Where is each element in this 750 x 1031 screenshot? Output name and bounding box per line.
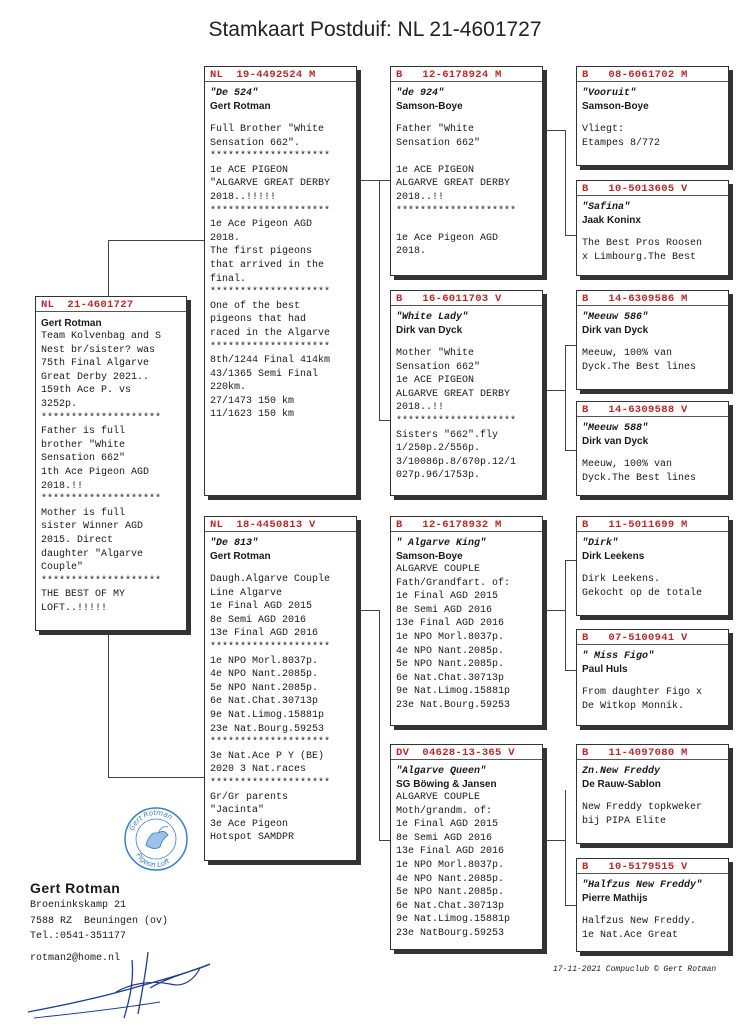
connector-line — [565, 345, 566, 450]
connector-line — [543, 840, 565, 841]
connector-line — [543, 610, 565, 611]
divider — [391, 305, 542, 306]
card-notes: From daughter Figo x De Witkop Monnik. — [582, 687, 703, 712]
pedigree-card-ggp — [576, 66, 729, 166]
card-notes: ALGARVE COUPLE Moth/grandm. of: 1e Final AGD 2015 8e Semi AGD 2016 13e Final AGD 2016 1e NPO Morl.8037p. 4e NPO Nant.2085p. 5e NPO Nant.2085p. 6e Nat.Chat.30713p 9e Nat.Limog.15881p 23e NatBourg.59253 — [396, 792, 511, 939]
owner-name: Pierre Mathijs — [582, 893, 648, 904]
connector-line — [108, 240, 109, 300]
connector-line — [108, 777, 206, 778]
connector-line — [565, 790, 566, 905]
pigeon-name: "de 924" — [396, 88, 445, 99]
divider — [391, 81, 542, 82]
ring-number: B 12-6178924 M — [396, 69, 502, 81]
divider — [391, 759, 542, 760]
card-notes: Full Brother "White Sensation 662". ******************** 1e ACE PIGEON "ALGARVE GREAT DERBY 2018..!!!!! ******************** 1e Ace Pigeon AGD 2018. The first pigeons that arrived in the final. ******************** One of the best pigeons that had raced in the Algarve ******************** 8th/1244 Final 414km 43/1365 Semi Final 220km. 27/1473 150 km 11/1623 150 km — [210, 124, 331, 421]
divider — [36, 311, 186, 312]
pedigree-card-grandmother-maternal — [390, 744, 543, 950]
divider — [205, 531, 356, 532]
pedigree-card-ggp — [576, 858, 729, 952]
pedigree-card-grandfather-maternal — [390, 516, 543, 726]
owner-name: Dirk Leekens — [582, 551, 645, 562]
pigeon-name: "Algarve Queen" — [396, 766, 487, 777]
pigeon-name: "Vooruit" — [582, 88, 637, 99]
divider — [577, 759, 728, 760]
owner-name: Dirk van Dyck — [582, 436, 649, 447]
pigeon-name: "De 813" — [210, 538, 259, 549]
pedigree-card-ggp — [576, 401, 729, 496]
owner-name: Paul Huls — [582, 664, 628, 675]
ring-number: NL 18-4450813 V — [210, 519, 316, 531]
pigeon-name: "Meeuw 586" — [582, 312, 649, 323]
card-notes: Halfzus New Freddy. 1e Nat.Ace Great — [582, 916, 697, 941]
breeder-name: Gert Rotman — [30, 880, 121, 896]
pedigree-card-ggp — [576, 744, 729, 844]
divider — [577, 305, 728, 306]
owner-name: Dirk van Dyck — [582, 325, 649, 336]
connector-line — [379, 180, 380, 420]
card-notes: ALGARVE COUPLE Fath/Grandfart. of: 1e Final AGD 2015 8e Semi AGD 2016 13e Final AGD 2016 1e NPO Morl.8037p. 4e NPO Nant.2085p. 5e NPO Nant.2085p. 6e Nat.Chat.30713p 9e Nat.Limog.15881p 23e Nat.Bourg.59253 — [396, 564, 511, 711]
ring-number: NL 19-4492524 M — [210, 69, 316, 81]
owner-name: Samson-Boye — [582, 101, 649, 112]
card-notes: New Freddy topkweker bij PIPA Elite — [582, 802, 703, 827]
pigeon-name: " Algarve King" — [396, 538, 487, 549]
ring-number: B 11-5011699 M — [582, 519, 688, 531]
owner-name: Samson-Boye — [396, 551, 463, 562]
divider — [577, 531, 728, 532]
ring-number: B 10-5179515 V — [582, 861, 688, 873]
pedigree-card-mother — [204, 516, 357, 861]
divider — [205, 81, 356, 82]
card-notes: Mother "White Sensation 662" 1e ACE PIGEON ALGARVE GREAT DERBY 2018..!! ******************** Sisters "662".fly 1/250p.2/556p. 3/10086p.8/670p.12/1 027p.96/1753p. — [396, 348, 517, 482]
breeder-email: rotman2@home.nl — [30, 953, 121, 964]
divider — [391, 531, 542, 532]
svg-text:Gert Rotman — [128, 809, 174, 832]
pigeon-name: "Meeuw 588" — [582, 423, 649, 434]
pigeon-name: Zn.New Freddy — [582, 766, 661, 777]
pedigree-card-ggp — [576, 180, 729, 276]
card-notes: Father "White Sensation 662" 1e ACE PIGEON ALGARVE GREAT DERBY 2018..!! ******************** 1e Ace Pigeon AGD 2018. — [396, 124, 517, 258]
owner-name: Gert Rotman — [210, 101, 271, 112]
connector-line — [108, 240, 206, 241]
connector-line — [565, 560, 566, 670]
connector-line — [543, 390, 565, 391]
owner-name: Gert Rotman — [210, 551, 271, 562]
divider — [577, 644, 728, 645]
pedigree-card-ggp — [576, 290, 729, 390]
owner-name: De Rauw-Sablon — [582, 779, 661, 790]
card-notes: Dirk Leekens. Gekocht op de totale — [582, 574, 703, 599]
connector-line — [357, 180, 379, 181]
stamp-top-text: Gert Rotman — [127, 808, 174, 832]
divider — [577, 195, 728, 196]
ring-number: B 07-5100941 V — [582, 632, 688, 644]
ring-number: DV 04628-13-365 V — [396, 747, 515, 759]
card-notes: Daugh.Algarve Couple Line Algarve 1e Final AGD 2015 8e Semi AGD 2016 13e Final AGD 2016 ******************** 1e NPO Morl.8037p. 4e NPO Nant.2085p. 5e NPO Nant.2085p. 6e Nat.Chat.30713p 9e Nat.Limog.15881p 23e Nat.Bourg.59253 ******************** 3e Nat.Ace P Y (BE) 2020 3 Nat.races ******************** Gr/Gr parents "Jacinta" 3e Ace Pigeon Hotspot SAMDPR — [210, 574, 331, 844]
divider — [577, 416, 728, 417]
connector-line — [108, 632, 109, 777]
connector-line — [379, 610, 380, 840]
owner-name: Dirk van Dyck — [396, 325, 463, 336]
ring-number: B 08-6061702 M — [582, 69, 688, 81]
card-notes: Meeuw, 100% van Dyck.The Best lines — [582, 459, 697, 484]
ring-number: NL 21-4601727 — [41, 299, 134, 311]
pedigree-card-ggp — [576, 516, 729, 616]
pigeon-name: "White Lady" — [396, 312, 469, 323]
ring-number: B 12-6178932 M — [396, 519, 502, 531]
connector-line — [543, 130, 565, 131]
card-notes: Meeuw, 100% van Dyck.The Best lines — [582, 348, 697, 373]
ring-number: B 11-4097080 M — [582, 747, 688, 759]
owner-name: Samson-Boye — [396, 101, 463, 112]
page-title: Stamkaart Postduif: NL 21-4601727 — [208, 18, 542, 41]
pigeon-name: "Dirk" — [582, 538, 619, 549]
ring-number: B 10-5013605 V — [582, 183, 688, 195]
stamp-bottom-text: Pigeon Loft — [134, 851, 172, 870]
connector-line — [565, 130, 566, 235]
pigeon-name: "De 524" — [210, 88, 259, 99]
pigeon-name: " Miss Figo" — [582, 651, 655, 662]
card-notes: Vliegt: Etampes 8/772 — [582, 124, 661, 149]
owner-name: SG Böwing & Jansen — [396, 779, 497, 790]
ring-number: B 14-6309586 M — [582, 293, 688, 305]
ring-number: B 16-6011703 V — [396, 293, 502, 305]
divider — [577, 873, 728, 874]
pedigree-card-ggp — [576, 629, 729, 726]
pedigree-card-father — [204, 66, 357, 496]
card-notes: Team Kolvenbag and S Nest br/sister? was 75th Final Algarve Great Derby 2021.. 159th Ace P. vs 3252p. ******************** Father is full brother "White Sensation 662" 1th Ace Pigeon AGD 2018.!! ******************** Mother is full sister Winner AGD 2015. Direct daughter "Algarve Couple" ******************** THE BEST OF MY LOFT..!!!!! — [41, 331, 162, 614]
pedigree-card-grandmother-paternal — [390, 290, 543, 496]
pigeon-name: "Safina" — [582, 202, 631, 213]
divider — [577, 81, 728, 82]
ring-number: B 14-6309588 V — [582, 404, 688, 416]
breeder-address: Broeninkskamp 21 7588 RZ Beuningen (ov) Tel.:0541-351177 — [30, 900, 169, 942]
owner-name: Gert Rotman — [41, 318, 102, 329]
pigeon-name: "Halfzus New Freddy" — [582, 880, 703, 891]
print-date-credit: 17-11-2021 Compuclub © Gert Rotman — [553, 965, 717, 974]
owner-name: Jaak Koninx — [582, 215, 641, 226]
handwritten-signature — [20, 940, 230, 1025]
pedigree-card-grandfather-paternal — [390, 66, 543, 276]
loft-stamp-logo — [122, 805, 190, 873]
connector-line — [357, 610, 379, 611]
pedigree-card-subject — [35, 296, 187, 631]
svg-text:Pigeon Loft — [134, 852, 171, 870]
card-notes: The Best Pros Roosen x Limbourg.The Best — [582, 238, 703, 263]
